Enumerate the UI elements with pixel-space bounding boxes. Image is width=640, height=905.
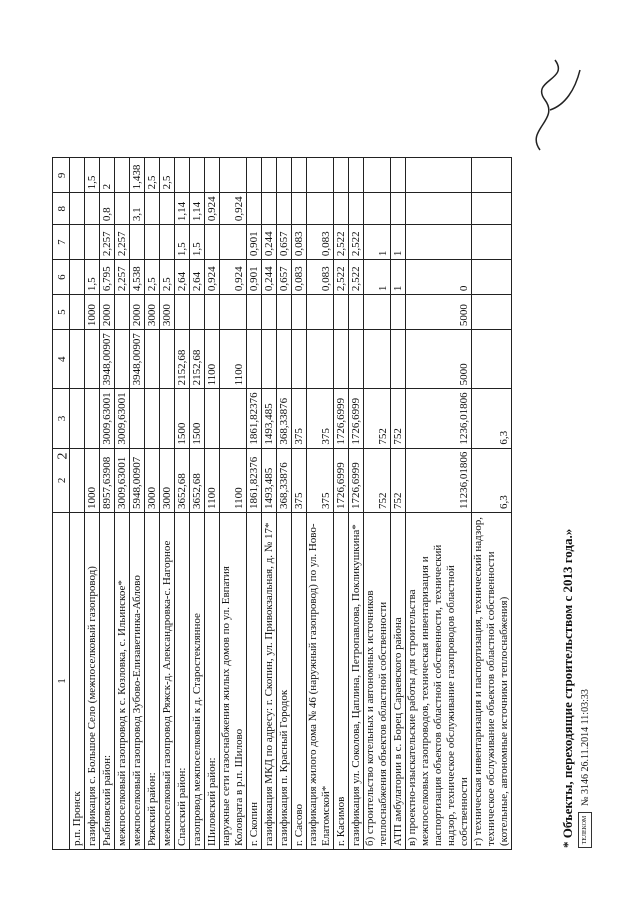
row-value [364, 330, 391, 389]
row-value [349, 193, 364, 225]
row-name: межпоселковый газопровод к с. Козловка, с. Ильинское* [115, 513, 130, 850]
row-value: 0,083 [307, 260, 334, 295]
row-name: Спасский район: [175, 513, 190, 850]
row-value [160, 193, 175, 225]
row-name: газификация п. Красный Городок [277, 513, 292, 850]
table-row [472, 158, 512, 850]
row-value [292, 330, 307, 389]
stamp-logo: ТЕЛЕКОМ [578, 812, 592, 848]
row-value: 1100 [205, 330, 220, 389]
row-value: 1726,6999 [349, 448, 364, 512]
row-value [292, 295, 307, 330]
header-cell: 5 [53, 295, 70, 330]
row-value [391, 158, 406, 193]
table-row [292, 158, 307, 850]
header-cell: 1 [53, 513, 70, 850]
row-value: 2152,68 [175, 330, 190, 389]
row-value [277, 330, 292, 389]
row-name: газопровод межпоселковый к д. Старостеклянное [190, 513, 205, 850]
row-value [472, 193, 512, 225]
row-value: 1,438 [130, 158, 145, 193]
row-value: 0,244 [262, 260, 277, 295]
row-value: 1 [391, 260, 406, 295]
row-value: 5000 [406, 295, 472, 330]
table-row [160, 158, 175, 850]
row-value [70, 193, 85, 225]
row-value: 0,083 [292, 260, 307, 295]
row-value: 2,64 [175, 260, 190, 295]
row-value: 4,538 [130, 260, 145, 295]
row-value [220, 158, 247, 193]
row-value [277, 158, 292, 193]
row-value: 1500 [190, 389, 205, 448]
row-value: 0,924 [205, 193, 220, 225]
row-value [334, 330, 349, 389]
row-value: 1236,01806 [406, 389, 472, 448]
row-name: г. Касимов [334, 513, 349, 850]
table-row [205, 158, 220, 850]
row-name: газификация МКД по адресу: г. Скопин, ул. Привокзальная, д. № 17* [262, 513, 277, 850]
row-value [364, 158, 391, 193]
row-value: 0,8 [100, 193, 115, 225]
table-row [406, 158, 472, 850]
table-row [262, 158, 277, 850]
row-name: межпоселковый газопровод Зубово-Елизаветинка-Аблово [130, 513, 145, 850]
row-value [160, 225, 175, 260]
row-value [175, 158, 190, 193]
row-value [130, 389, 145, 448]
row-value [334, 295, 349, 330]
row-value: 3652,68 [190, 448, 205, 512]
row-name: г. Скопин [247, 513, 262, 850]
row-value: 2000 [130, 295, 145, 330]
row-value [472, 225, 512, 260]
row-value [130, 225, 145, 260]
row-value [70, 260, 85, 295]
header-cell: 3 [53, 389, 70, 448]
row-value [406, 158, 472, 193]
row-value [334, 193, 349, 225]
row-value [115, 158, 130, 193]
row-value: 6,3 [472, 389, 512, 448]
row-value: 3000 [145, 295, 160, 330]
row-name: газификация ул. Соколова, Цаплина, Петропавлова, Покликушкина* [349, 513, 364, 850]
row-value [307, 158, 334, 193]
row-value [472, 158, 512, 193]
row-name: газификация жилого дома № 46 (наружный газопровод) по ул. Ново-Елатомской* [307, 513, 334, 850]
row-value [307, 295, 334, 330]
row-value: 0,244 [262, 225, 277, 260]
row-value [70, 330, 85, 389]
row-value: 5948,00907 [130, 448, 145, 512]
row-value: 2,5 [145, 158, 160, 193]
row-value [115, 295, 130, 330]
row-value: 6,3 [472, 448, 512, 512]
row-value [391, 295, 406, 330]
row-value: 2,522 [334, 225, 349, 260]
row-value [220, 295, 247, 330]
row-value: 1100 [220, 330, 247, 389]
row-value: 0,924 [220, 260, 247, 295]
row-value: 2,522 [349, 260, 364, 295]
row-value: 5000 [406, 330, 472, 389]
stamp-text: № 3146 26.11.2014 11:03:33 [579, 689, 591, 806]
table-row [190, 158, 205, 850]
row-value: 2,257 [115, 225, 130, 260]
row-value [364, 193, 391, 225]
row-value [406, 225, 472, 260]
header-cell: 4 [53, 330, 70, 389]
row-value: 2000 [100, 295, 115, 330]
row-value [277, 193, 292, 225]
row-value: 375 [292, 389, 307, 448]
row-name: Рыбновский район: [100, 513, 115, 850]
table-row [247, 158, 262, 850]
row-value [349, 295, 364, 330]
row-value: 375 [307, 448, 334, 512]
row-value: 1,14 [175, 193, 190, 225]
row-value [262, 158, 277, 193]
row-value [391, 330, 406, 389]
row-name: г) техническая инвентаризация и паспортизация, технический надзор, техническое обслуживание объектов областной собственности (котельные, автономные источники теплоснабжения) [472, 513, 512, 850]
budget-table [52, 157, 512, 850]
row-value [160, 389, 175, 448]
footnote: * Объекты, переходящие строительством с 2013 года.» [560, 528, 575, 848]
row-value [220, 225, 247, 260]
row-value [472, 260, 512, 295]
row-value: 1500 [175, 389, 190, 448]
row-value: 3000 [160, 448, 175, 512]
header-cell: 6 [53, 260, 70, 295]
row-value: 752 [391, 448, 406, 512]
row-value: 3009,63001 [100, 389, 115, 448]
header-cell: 7 [53, 225, 70, 260]
row-value: 1861,82376 [247, 389, 262, 448]
row-value [262, 330, 277, 389]
row-value: 3948,00907 [130, 330, 145, 389]
row-value [262, 295, 277, 330]
row-value: 11236,01806 [406, 448, 472, 512]
row-value [205, 225, 220, 260]
row-value [262, 193, 277, 225]
row-name: в) проектно-изыскательские работы для строительства межпоселковых газопроводов, техническая инвентаризация и паспортизация объектов областной собственности, технический надзор, техническое обслуживание газопроводов областной собственности [406, 513, 472, 850]
row-name: Ряжский район: [145, 513, 160, 850]
table-row [145, 158, 160, 850]
row-name: наружные сети газоснабжения жилых домов по ул. Евпатия Коловрата в р.п. Шилово [220, 513, 247, 850]
header-cell: 8 [53, 193, 70, 225]
row-value: 1861,82376 [247, 448, 262, 512]
row-value: 1,5 [175, 225, 190, 260]
row-value [145, 193, 160, 225]
table-row [115, 158, 130, 850]
row-value: 2,257 [115, 260, 130, 295]
row-value: 1 [364, 260, 391, 295]
row-name: г. Сасово [292, 513, 307, 850]
table-row [349, 158, 364, 850]
row-value [205, 389, 220, 448]
row-value [307, 193, 334, 225]
row-value [175, 295, 190, 330]
row-value [349, 330, 364, 389]
row-value: 1 [364, 225, 391, 260]
row-value [145, 330, 160, 389]
row-name: р.п. Пронск [70, 513, 85, 850]
row-value: 368,33876 [277, 448, 292, 512]
row-value: 752 [364, 389, 391, 448]
table-header-row [53, 158, 70, 850]
row-value: 2,522 [334, 260, 349, 295]
row-value: 3652,68 [175, 448, 190, 512]
row-value [85, 389, 100, 448]
row-name: б) строительство котельных и автономных источников теплоснабжения объектов областной собственности [364, 513, 391, 850]
row-value: 6,795 [100, 260, 115, 295]
row-value: 2,257 [100, 225, 115, 260]
row-name: АТП амбулатории в с. Борец Сараевского района [391, 513, 406, 850]
row-value [292, 158, 307, 193]
row-value: 0,657 [277, 260, 292, 295]
row-value [292, 193, 307, 225]
row-value: 0,901 [247, 225, 262, 260]
row-value: 1,5 [85, 260, 100, 295]
row-value [247, 330, 262, 389]
row-value [472, 295, 512, 330]
row-value [190, 158, 205, 193]
row-value: 375 [307, 389, 334, 448]
row-value: 752 [391, 389, 406, 448]
header-cell: 2 [53, 448, 70, 512]
row-value: 1,14 [190, 193, 205, 225]
row-name: Шиловский район: [205, 513, 220, 850]
table-row [334, 158, 349, 850]
signature-icon [520, 40, 590, 160]
row-value: 0,901 [247, 260, 262, 295]
table-row [277, 158, 292, 850]
row-value: 3000 [145, 448, 160, 512]
row-value [205, 295, 220, 330]
row-value [472, 330, 512, 389]
row-value [115, 193, 130, 225]
row-value [160, 330, 175, 389]
table-row [175, 158, 190, 850]
row-value: 1100 [220, 448, 247, 512]
row-value: 0 [406, 260, 472, 295]
row-value [70, 158, 85, 193]
table-row [307, 158, 334, 850]
row-value [247, 295, 262, 330]
row-value [85, 330, 100, 389]
row-name: межпоселковый газопровод Ряжск-д. Александровка-с. Нагорное [160, 513, 175, 850]
row-value: 1000 [85, 295, 100, 330]
row-value: 0,657 [277, 225, 292, 260]
row-value: 2,5 [160, 158, 175, 193]
row-value [70, 295, 85, 330]
row-value [391, 193, 406, 225]
row-value: 3009,63001 [115, 389, 130, 448]
row-value: 2,522 [349, 225, 364, 260]
row-value: 3,1 [130, 193, 145, 225]
row-value: 3000 [160, 295, 175, 330]
row-value [115, 330, 130, 389]
row-value: 3948,00907 [100, 330, 115, 389]
row-value: 0,924 [205, 260, 220, 295]
row-value: 1000 [85, 448, 100, 512]
table-row [364, 158, 391, 850]
row-value [145, 389, 160, 448]
row-value: 1726,6999 [334, 448, 349, 512]
row-value [364, 295, 391, 330]
row-value: 752 [364, 448, 391, 512]
table-row [130, 158, 145, 850]
row-value: 2 [100, 158, 115, 193]
row-value [145, 225, 160, 260]
row-value: 1 [391, 225, 406, 260]
row-value: 1,5 [190, 225, 205, 260]
row-value [70, 448, 85, 512]
row-value: 2,64 [190, 260, 205, 295]
row-value: 0,083 [307, 225, 334, 260]
row-value [70, 225, 85, 260]
table-row [100, 158, 115, 850]
page-number: 2 [55, 452, 71, 460]
row-value: 1493,485 [262, 448, 277, 512]
row-value [190, 295, 205, 330]
row-name: газификация с. Большое Село (межпоселковый газопровод) [85, 513, 100, 850]
table-row [391, 158, 406, 850]
row-value: 8957,63908 [100, 448, 115, 512]
table-row [70, 158, 85, 850]
row-value [220, 389, 247, 448]
row-value: 1,5 [85, 158, 100, 193]
row-value: 0,083 [292, 225, 307, 260]
row-value: 2152,68 [190, 330, 205, 389]
row-value [85, 193, 100, 225]
row-value [334, 158, 349, 193]
row-value [85, 225, 100, 260]
table-row [85, 158, 100, 850]
row-value: 1726,6999 [349, 389, 364, 448]
row-value: 368,33876 [277, 389, 292, 448]
row-value: 3009,63001 [115, 448, 130, 512]
registration-stamp [578, 689, 592, 848]
row-value: 2,5 [160, 260, 175, 295]
row-value: 2,5 [145, 260, 160, 295]
row-value: 1100 [205, 448, 220, 512]
row-value [406, 193, 472, 225]
row-value: 375 [292, 448, 307, 512]
row-value [247, 158, 262, 193]
row-value [277, 295, 292, 330]
table-row [220, 158, 247, 850]
row-value: 0,924 [220, 193, 247, 225]
row-value [205, 158, 220, 193]
row-value [70, 389, 85, 448]
row-value [349, 158, 364, 193]
row-value: 1726,6999 [334, 389, 349, 448]
header-cell: 9 [53, 158, 70, 193]
row-value [307, 330, 334, 389]
row-value [247, 193, 262, 225]
row-value: 1493,485 [262, 389, 277, 448]
